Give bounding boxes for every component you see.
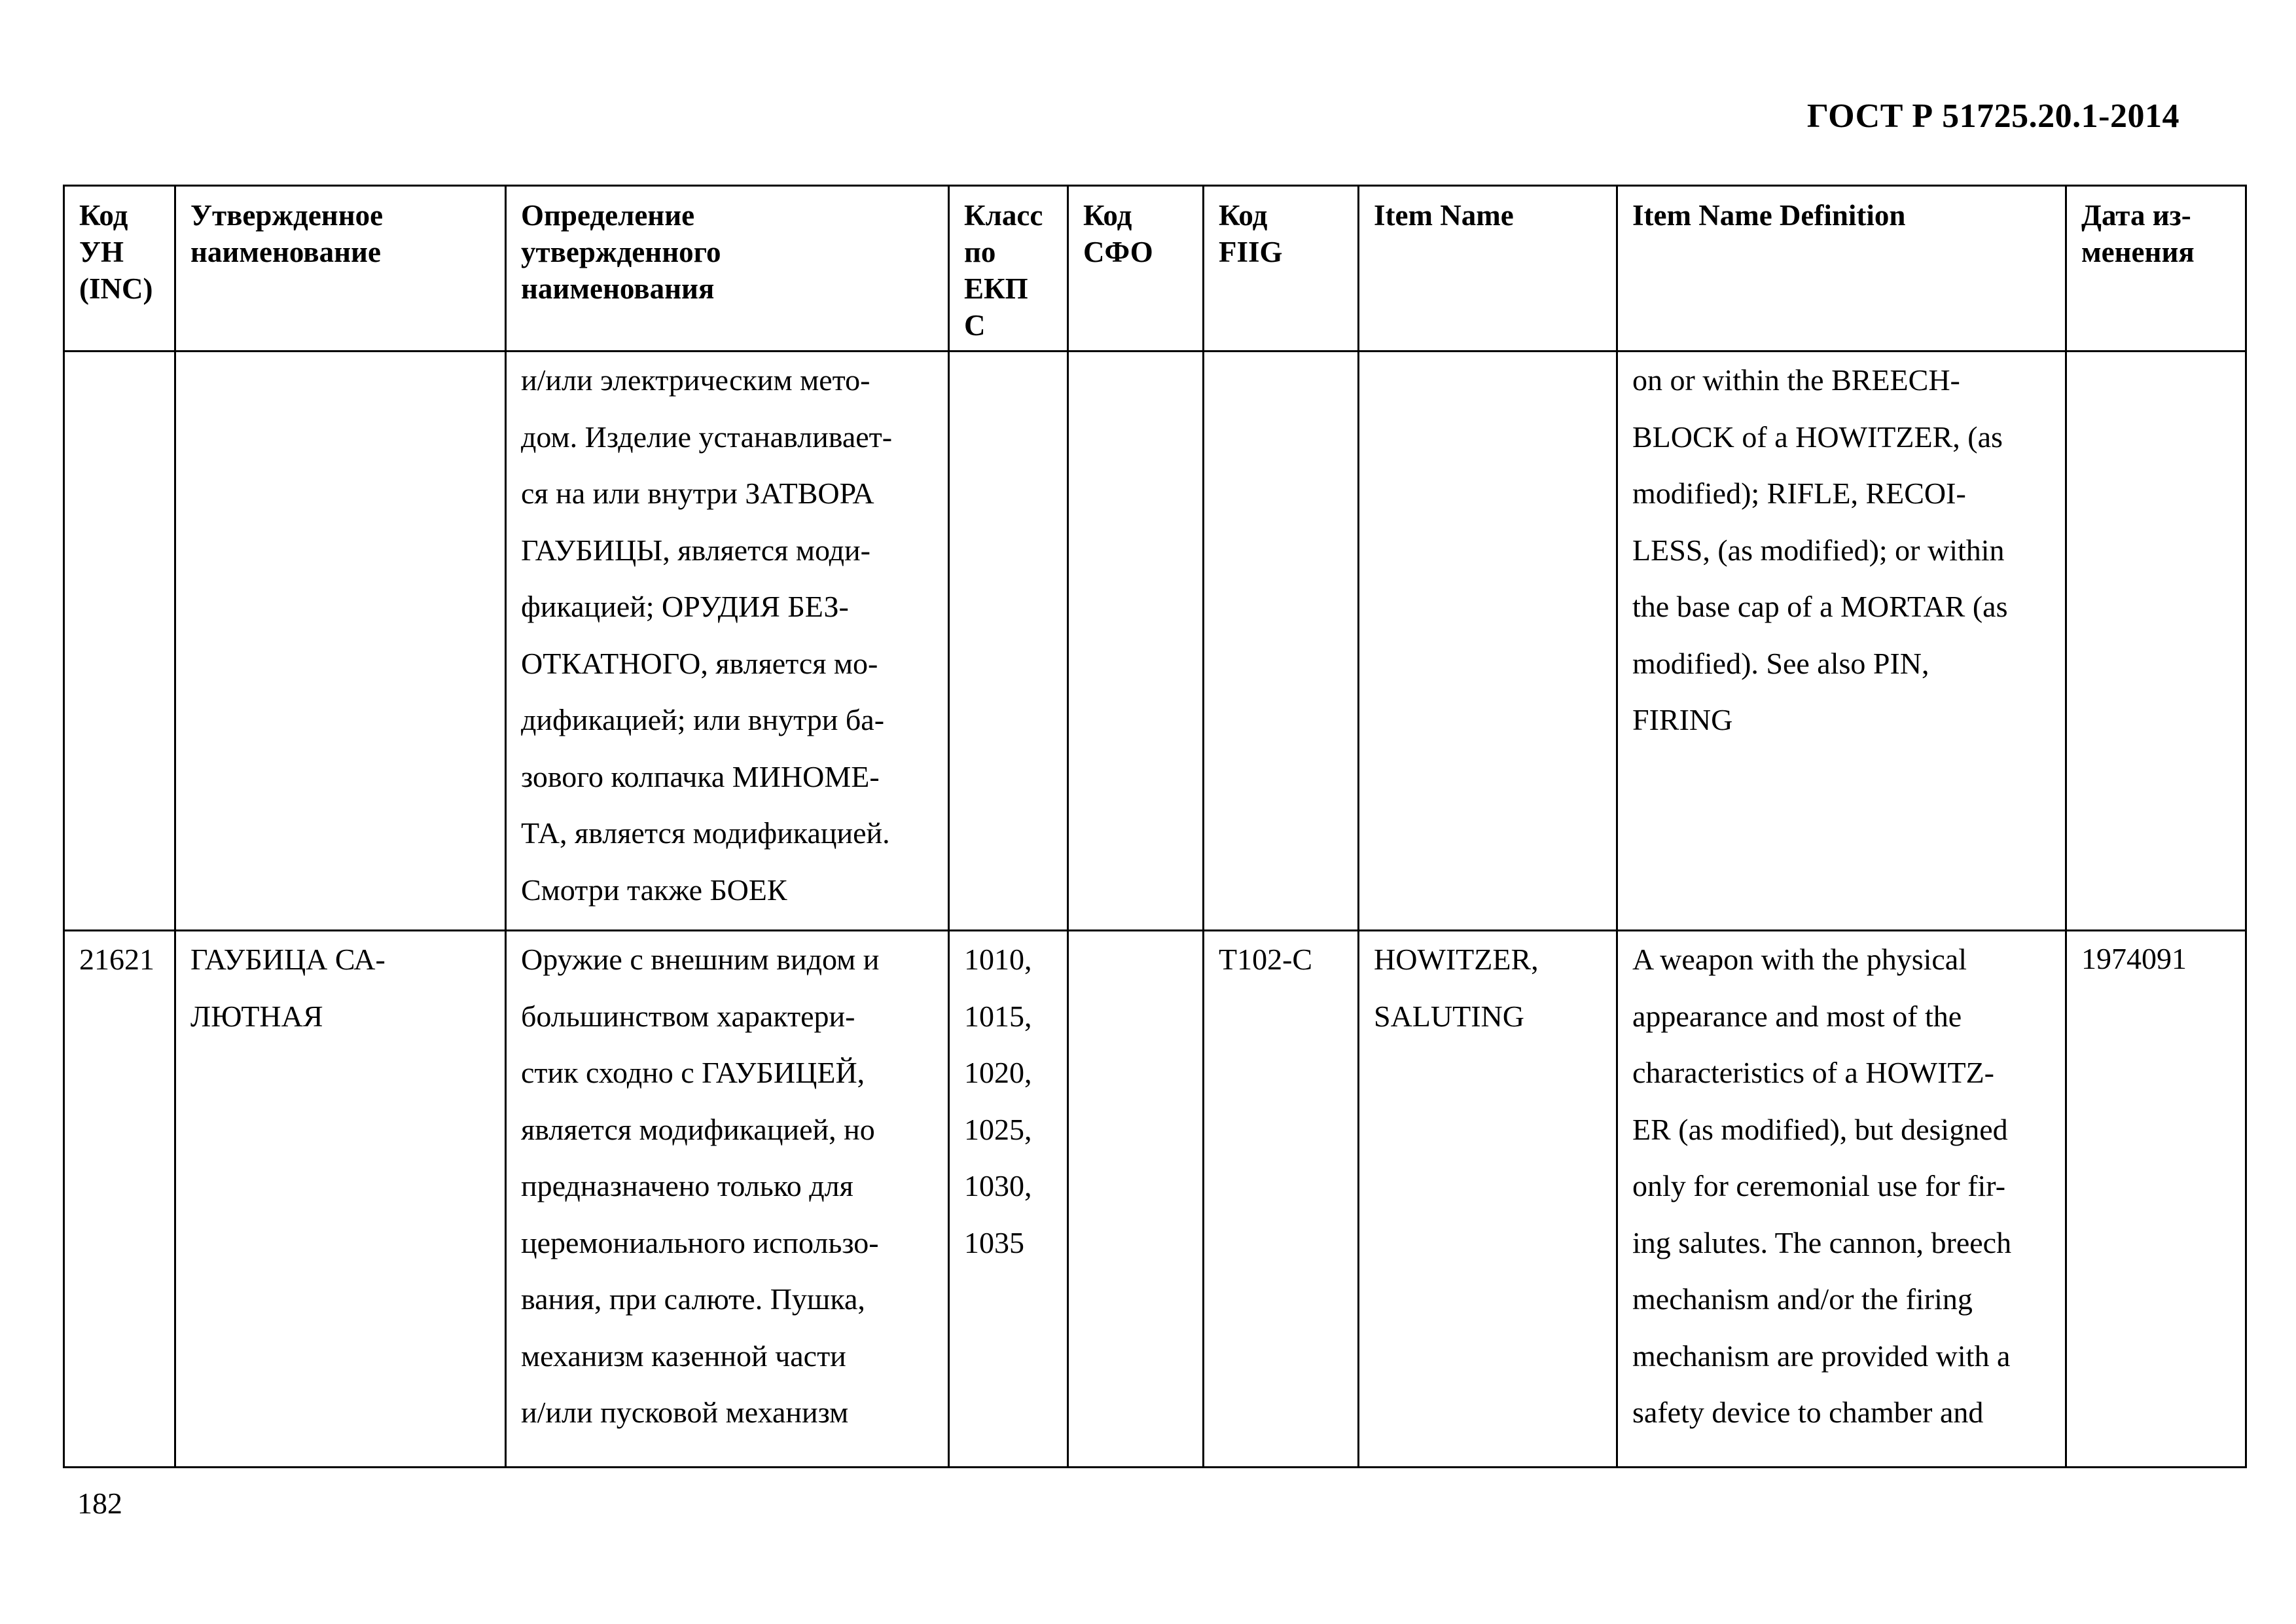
cell-inc xyxy=(64,352,175,931)
cell-approved-name xyxy=(175,352,506,931)
header-ekps-class: Класс по ЕКП С xyxy=(949,186,1068,352)
page-number: 182 xyxy=(77,1487,122,1520)
header-change-date: Дата из- менения xyxy=(2066,186,2246,352)
cell-change-date xyxy=(2066,352,2246,931)
table-row xyxy=(64,931,2246,1468)
cell-inc: 21621 xyxy=(64,931,175,1468)
cell-definition: Оружие с внешним видом и большинством характери- стик сходно с ГАУБИЦЕЙ, является модификацией, но предназначено только для церемониального использо- вания, при салюте. Пушка, механизм казенной части и/или пусковой механизм xyxy=(506,931,949,1468)
cell-item-name-definition: A weapon with the physical appearance and most of the characteristics of a HOWITZ- ER (as modified), but designed only for ceremonial use for fir- ing salutes. The cannon, breech mechanism and/or the firing mechanism are provided with a safety device to chamber and xyxy=(1617,931,2066,1468)
cell-sfo-code xyxy=(1068,931,1204,1468)
header-approved-name: Утвержденное наименование xyxy=(175,186,506,352)
cell-change-date: 1974091 xyxy=(2066,931,2246,1468)
header-item-name-definition: Item Name Definition xyxy=(1617,186,2066,352)
table-row xyxy=(64,352,2246,931)
cell-sfo-code xyxy=(1068,352,1204,931)
cell-approved-name: ГАУБИЦА СА- ЛЮТНАЯ xyxy=(175,931,506,1468)
cell-item-name-definition: on or within the BREECH- BLOCK of a HOWITZER, (as modified); RIFLE, RECOI- LESS, (as modified); or within the base cap of a MORTAR (as modified). See also PIN, FIRING xyxy=(1617,352,2066,931)
header-item-name: Item Name xyxy=(1359,186,1617,352)
cell-item-name: HOWITZER, SALUTING xyxy=(1359,931,1617,1468)
document-code: ГОСТ Р 51725.20.1-2014 xyxy=(1806,98,2179,135)
cell-ekps-class xyxy=(949,352,1068,931)
cell-ekps-class: 1010, 1015, 1020, 1025, 1030, 1035 xyxy=(949,931,1068,1468)
header-inc: Код УН (INC) xyxy=(64,186,175,352)
header-sfo-code: Код СФО xyxy=(1068,186,1204,352)
cell-fiig-code xyxy=(1204,352,1359,931)
classifier-table xyxy=(63,185,2247,1468)
header-fiig-code: Код FIIG xyxy=(1204,186,1359,352)
cell-fiig-code: T102-C xyxy=(1204,931,1359,1468)
cell-item-name xyxy=(1359,352,1617,931)
header-definition: Определение утвержденного наименования xyxy=(506,186,949,352)
cell-definition: и/или электрическим мето- дом. Изделие устанавливает- ся на или внутри ЗАТВОРА ГАУБИЦЫ, является моди- фикацией; ОРУДИЯ БЕЗ- ОТКАТНОГО, является мо- дификацией; или внутри ба- зового колпачка МИНОМЕ- ТА, является модификацией. Смотри также БОЕК xyxy=(506,352,949,931)
table-header-row xyxy=(64,186,2246,352)
